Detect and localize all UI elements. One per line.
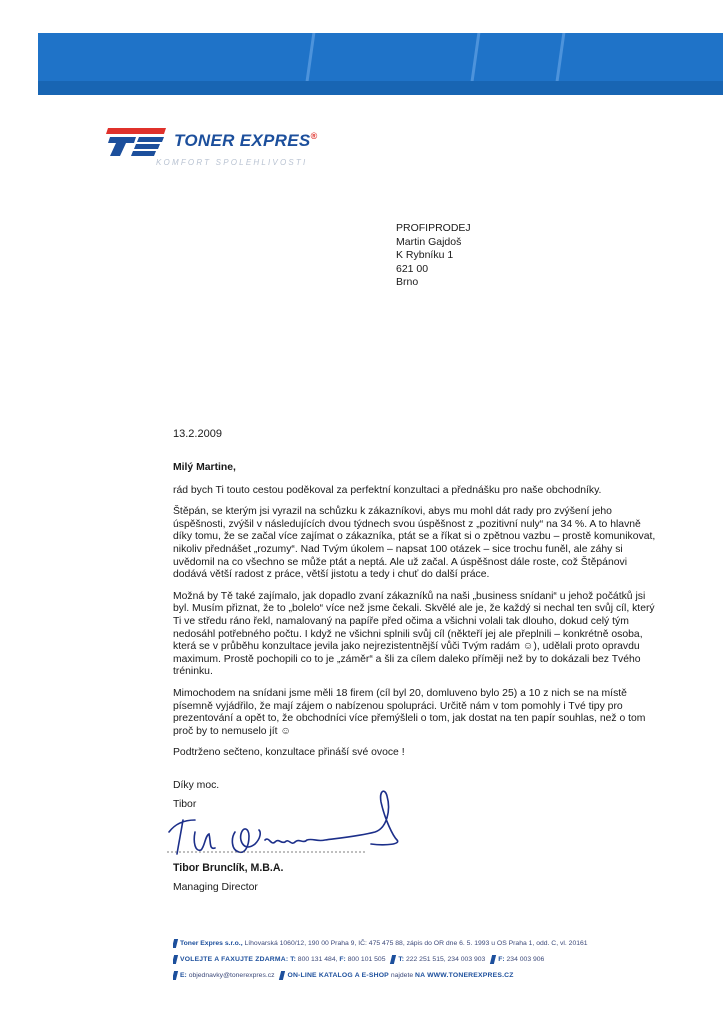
slash-icon (490, 955, 496, 964)
paragraph: rád bych Ti touto cestou poděkoval za perfektní konzultaci a přednášku pro naše obchodníky. (173, 484, 602, 496)
letter-date: 13.2.2009 (173, 428, 222, 440)
slash-icon (279, 971, 285, 980)
footer-email: objednavky@tonerexpres.cz (188, 972, 275, 979)
footer-phone-label: T: (398, 956, 405, 963)
paragraph: Štěpán, se kterým jsi vyrazil na schůzku k zákazníkovi, abys mu mohl dát rady pro zvýšení jeho úspěšnosti, zvýšil v následujících dvou týdnech svou úspěšnost z „pozitivní nuly“ na 34 %. A to hlavně díky tomu, že se začal více zajímat o zákazníka, ptát se a říkat si o zpětnou vazbu – prostě komunikovat, nikoliv přednášet „rozumy“. Nad Tvým úkolem – napsat 100 otázek – sice trochu funěl, ale záhy si uvědomil na co všechno se může ptát a neptá. Ale už začal. A úspěšnost dále roste, což Štěpánovi dodává větší radost z práce, větší jistotu a tedy i chuť do další práce. (173, 506, 656, 581)
footer-fax: 234 003 906 (506, 956, 545, 963)
footer-contact-row (173, 954, 721, 965)
footer-company-info: Líhovarská 1060/12, 190 00 Praha 9, IČ: 475 475 88, zápis do OR dne 6. 5. 1993 u OS Praha 1, odd. C, vl. 20161 (244, 940, 588, 947)
footer-phone: 222 251 515, 234 003 903 (405, 956, 486, 963)
footer-shop-label: ON-LINE KATALOG A E-SHOP (287, 972, 389, 979)
address-line: 621 00 (396, 262, 429, 275)
greeting: Milý Martine, (173, 462, 236, 473)
footer-call-fax: 800 101 505 (347, 956, 386, 963)
paragraph: Podtrženo sečteno, konzultace přináší své ovoce ! (173, 747, 405, 759)
paragraph: Mimochodem na snídani jsme měli 18 firem (cíl byl 20, domluveno bylo 25) a 10 z nich se na místě písemně vyjádřilo, že mají zájem o nabízenou spolupráci. Určitě nám v tom pomohly i Tvé tipy pro prezentování a opět to, že obchodníci více přemýšleli o tom, jak dostat na ten papír souhlas, než o tom proč by to nemuselo jít ☺ (173, 687, 646, 737)
footer-call-phone-label: T: (290, 956, 296, 963)
company-logo (106, 128, 366, 173)
address-line: K Rybníku 1 (396, 249, 454, 261)
toner-expres-logo-icon (106, 128, 166, 156)
signer-title: Managing Director (173, 882, 258, 893)
recipient-address (396, 222, 471, 290)
slash-icon (173, 955, 178, 964)
signer-name: Tibor Brunclík, M.B.A. (173, 862, 284, 874)
slash-icon (173, 971, 178, 980)
closing-first-name: Tibor (173, 798, 197, 810)
closing-thanks: Díky moc. (173, 780, 220, 791)
letter-footer (173, 938, 721, 986)
brand-tagline: KOMFORT SPOLEHLIVOSTI (156, 158, 308, 167)
footer-web-row (173, 970, 721, 981)
address-line: Brno (396, 276, 419, 288)
footer-fax-label: F: (498, 956, 505, 963)
paragraph: Možná by Tě také zajímalo, jak dopadlo zvaní zákazníků na naši „business snídani“ u jehož počátků jsi byl. Musím přiznat, že to „bolelo“ více než jsme čekali. Skvělé ale je, že každý si nechal ten svůj cíl, který Ti ve středu ráno řekl, namalovaný na papíře před očima a všichni volali tak dlouho, dokud celý tým nedosáhl potřebného počtu. I když ne všichni splnili svůj cíl (někteří jej ale přeplnili – konkrétně osoba, která se v průběhu konzultace jevila jako nejrezistentnější vůči Tvým radám ☺), udělali proto opravdu maximum. Prostě pochopili co to je „záměr“ a šli za cílem daleko příměji než by to dokázali bez Tvého tréninku. (173, 590, 655, 678)
slash-icon (390, 955, 396, 964)
footer-call-label: VOLEJTE A FAXUJTE ZDARMA: (180, 956, 289, 963)
footer-call-fax-label: F: (339, 956, 346, 963)
address-line: Martin Gajdoš (396, 235, 462, 248)
handwritten-signature (165, 780, 425, 865)
footer-company-row (173, 938, 721, 949)
footer-email-label: E: (180, 972, 187, 979)
address-line: PROFIPRODEJ (396, 222, 471, 234)
letter-body (173, 462, 659, 769)
header-banner (38, 33, 723, 95)
footer-shop-prefix: najdete (390, 972, 414, 979)
brand-name: TONER EXPRES® (174, 131, 318, 150)
slash-icon (173, 939, 178, 948)
footer-company-name: Toner Expres s.r.o., (180, 940, 243, 947)
footer-shop-url: NA WWW.TONEREXPRES.CZ (415, 972, 514, 979)
footer-call-phone: 800 131 484, (297, 956, 338, 963)
